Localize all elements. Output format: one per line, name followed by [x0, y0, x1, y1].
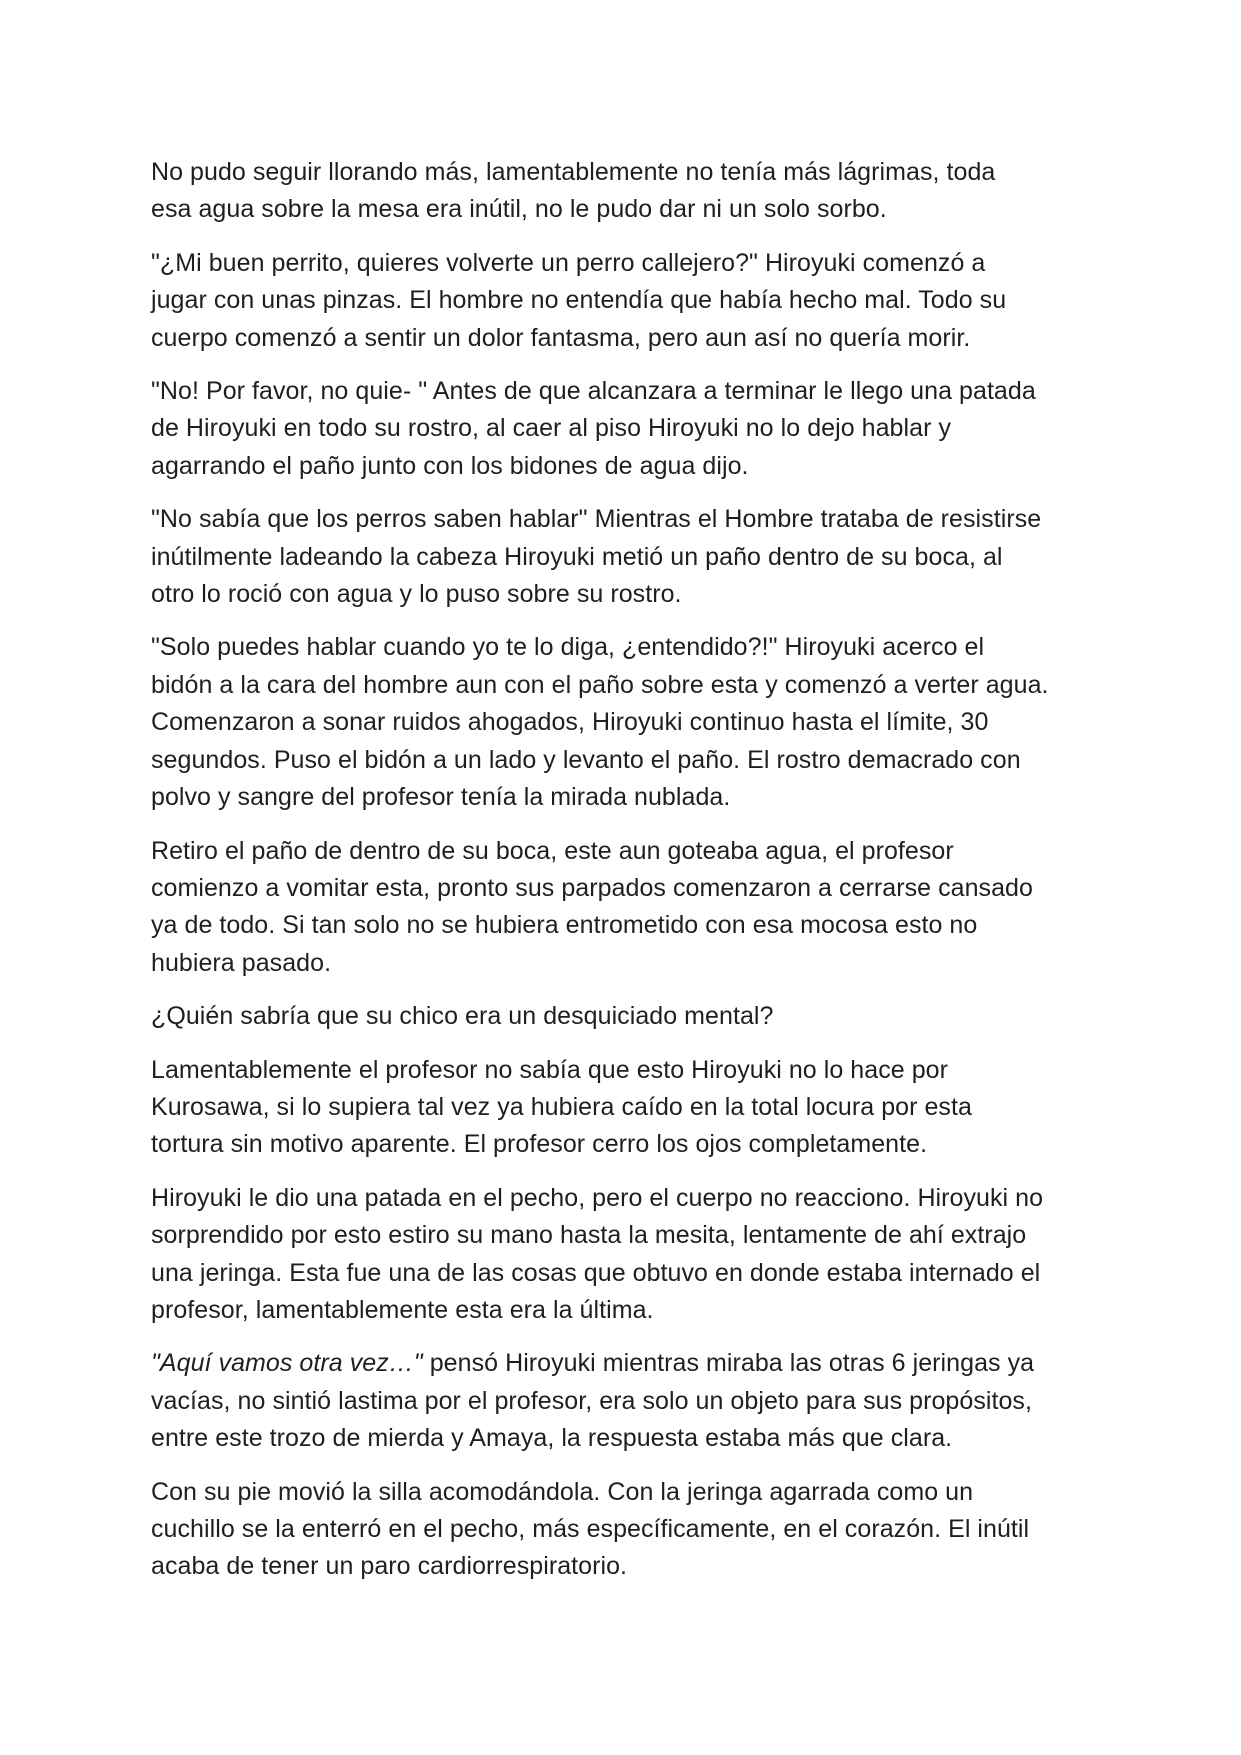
text-line: segundos. Puso el bidón a un lado y levanto el paño. El rostro demacrado con	[151, 745, 1021, 774]
text-line: bidón a la cara del hombre aun con el paño sobre esta y comenzó a verter agua.	[151, 670, 1049, 699]
paragraph	[151, 373, 1101, 485]
paragraph	[151, 833, 1101, 983]
italic-thought: "Aquí vamos otra vez…"	[151, 1349, 423, 1378]
text-line: "¿Mi buen perrito, quieres volverte un perro callejero?" Hiroyuki comenzó a	[151, 248, 986, 277]
text-line: cuchillo se la enterró en el pecho, más específicamente, en el corazón. El inútil	[151, 1515, 1030, 1543]
text-line: Retiro el paño de dentro de su boca, este aun goteaba agua, el profesor	[151, 836, 954, 865]
text-line: Lamentablemente el profesor no sabía que esto Hiroyuki no lo hace por	[151, 1055, 948, 1084]
text-line: ¿Quién sabría que su chico era un desquiciado mental?	[151, 1002, 774, 1031]
text-line: entre este trozo de mierda y Amaya, la respuesta estaba más que clara.	[151, 1424, 953, 1453]
text-line	[151, 1345, 1101, 1382]
text-line: No pudo seguir llorando más, lamentablemente no tenía más lágrimas, toda	[151, 158, 996, 186]
text-line: cuerpo comenzó a sentir un dolor fantasma, pero aun así no quería morir.	[151, 323, 971, 352]
paragraph	[151, 501, 1101, 613]
text-line: "No sabía que los perros saben hablar" Mientras el Hombre trataba de resistirse	[151, 505, 1042, 534]
text-line: ya de todo. Si tan solo no se hubiera entrometido con esa mocosa esto no	[151, 911, 978, 940]
text-line: hubiera pasado.	[151, 948, 332, 977]
document-body	[151, 154, 1101, 1602]
text-line: jugar con unas pinzas. El hombre no entendía que había hecho mal. Todo su	[151, 286, 1007, 315]
text-segment: pensó Hiroyuki mientras miraba las otras 6 jeringas ya	[422, 1349, 1035, 1378]
paragraph	[151, 1180, 1101, 1330]
text-line: polvo y sangre del profesor tenía la mirada nublada.	[151, 783, 731, 812]
text-line: profesor, lamentablemente esta era la última.	[151, 1295, 654, 1324]
text-line: sorprendido por esto estiro su mano hasta la mesita, lentamente de ahí extrajo	[151, 1221, 1027, 1250]
text-line: "Solo puedes hablar cuando yo te lo diga, ¿entendido?!" Hiroyuki acerco el	[151, 633, 985, 662]
text-line: Kurosawa, si lo supiera tal vez ya hubiera caído en la total locura por esta	[151, 1092, 972, 1121]
paragraph	[151, 245, 1101, 357]
text-line: una jeringa. Esta fue una de las cosas que obtuvo en donde estaba internado el	[151, 1258, 1041, 1287]
paragraph	[151, 154, 1101, 229]
text-line: comienzo a vomitar esta, pronto sus parpados comenzaron a cerrarse cansado	[151, 873, 1033, 902]
text-line: tortura sin motivo aparente. El profesor cerro los ojos completamente.	[151, 1130, 928, 1159]
text-line: esa agua sobre la mesa era inútil, no le pudo dar ni un solo sorbo.	[151, 195, 887, 224]
text-line: Hiroyuki le dio una patada en el pecho, pero el cuerpo no reacciono. Hiroyuki no	[151, 1183, 1044, 1212]
text-line: vacías, no sintió lastima por el profesor, era solo un objeto para sus propósitos,	[151, 1386, 1032, 1415]
text-line: inútilmente ladeando la cabeza Hiroyuki metió un paño dentro de su boca, al	[151, 542, 1003, 571]
paragraph	[151, 629, 1101, 816]
text-line: agarrando el paño junto con los bidones de agua dijo.	[151, 451, 749, 480]
paragraph	[151, 1052, 1101, 1164]
paragraph	[151, 998, 1101, 1035]
text-line: Comenzaron a sonar ruidos ahogados, Hiroyuki continuo hasta el límite, 30	[151, 708, 989, 737]
paragraph	[151, 1474, 1101, 1586]
paragraph	[151, 1345, 1101, 1457]
text-line: Con su pie movió la silla acomodándola. Con la jeringa agarrada como un	[151, 1477, 974, 1506]
text-line: de Hiroyuki en todo su rostro, al caer al piso Hiroyuki no lo dejo hablar y	[151, 414, 951, 443]
text-line: otro lo roció con agua y lo puso sobre su rostro.	[151, 580, 682, 609]
text-line: "No! Por favor, no quie- " Antes de que alcanzara a terminar le llego una patada	[151, 377, 1036, 406]
text-line: acaba de tener un paro cardiorrespiratorio.	[151, 1552, 628, 1581]
